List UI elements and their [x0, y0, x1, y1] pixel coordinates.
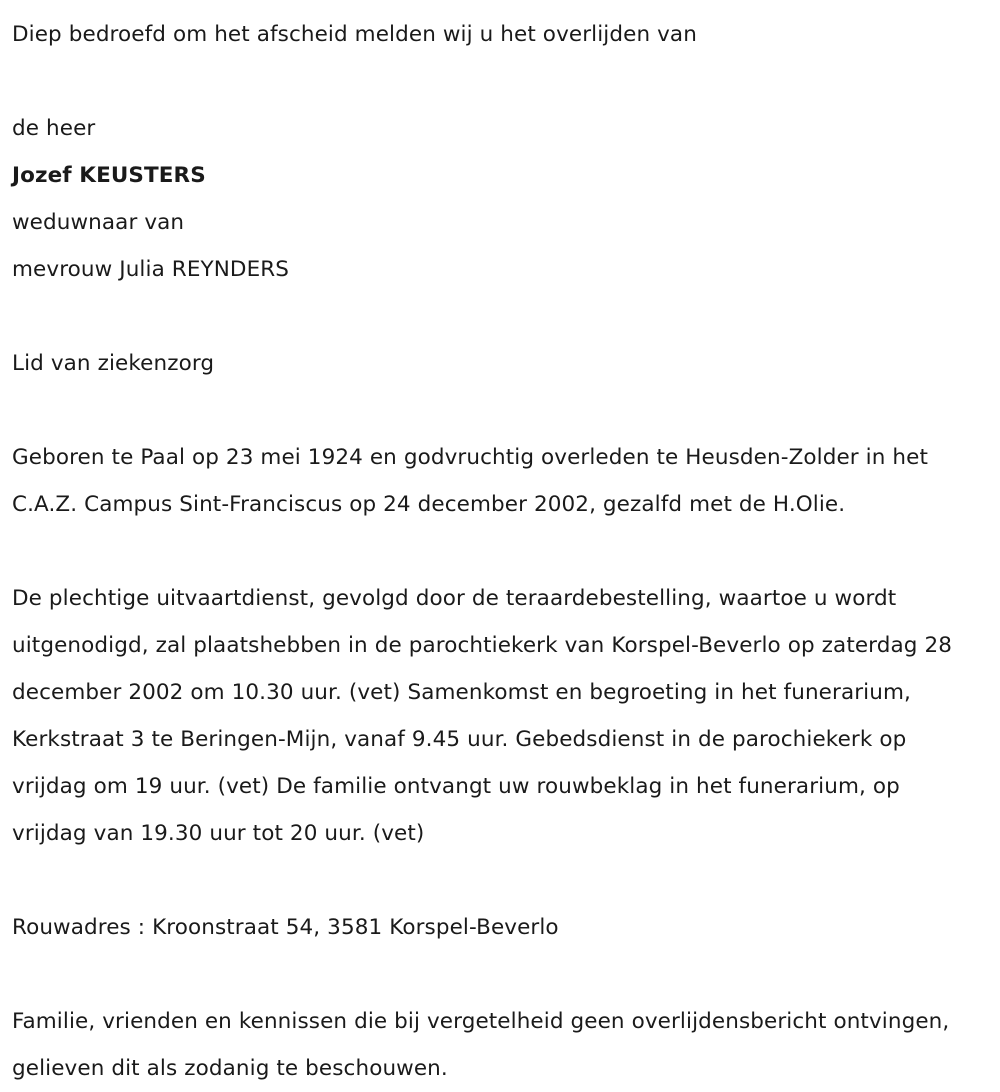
life-details-paragraph: Geboren te Paal op 23 mei 1924 en godvruchtig overleden te Heusden-Zolder in het C.A.Z. Campus Sint-Franciscus op 24 december 2002, gezalfd met de H.Olie. — [12, 445, 935, 517]
mourning-address: Rouwadres : Kroonstraat 54, 3581 Korspel-Beverlo — [12, 915, 559, 940]
service-details-paragraph: De plechtige uitvaartdienst, gevolgd door de teraardebestelling, waartoe u wordt uitgenodigd, zal plaatshebben in de parochtiekerk van Korspel-Beverlo op zaterdag 28 december 2002 om 10.30 uur. (vet) Samenkomst en begroeting in het funerarium, Kerkstraat 3 te Beringen-Mijn, vanaf 9.45 uur. Gebedsdienst in de parochiekerk op vrijdag om 19 uur. (vet) De familie ontvangt uw rouwbeklag in het funerarium, op vrijdag van 19.30 uur tot 20 uur. (vet) — [12, 586, 959, 846]
membership-note: Lid van ziekenzorg — [12, 351, 215, 376]
deceased-block — [12, 105, 960, 293]
closing-note-paragraph: Familie, vrienden en kennissen die bij vergetelheid geen overlijdensbericht ontvingen, gelieven dit als zodanig te beschouwen. — [12, 1009, 957, 1081]
deceased-relation: weduwnaar van — [12, 210, 185, 235]
deceased-name: Jozef KEUSTERS — [12, 163, 206, 188]
opening-statement: Diep bedroefd om het afscheid melden wij u het overlijden van — [12, 22, 697, 47]
deceased-spouse-name: mevrouw Julia REYNDERS — [12, 257, 290, 282]
deceased-salutation: de heer — [12, 116, 96, 141]
